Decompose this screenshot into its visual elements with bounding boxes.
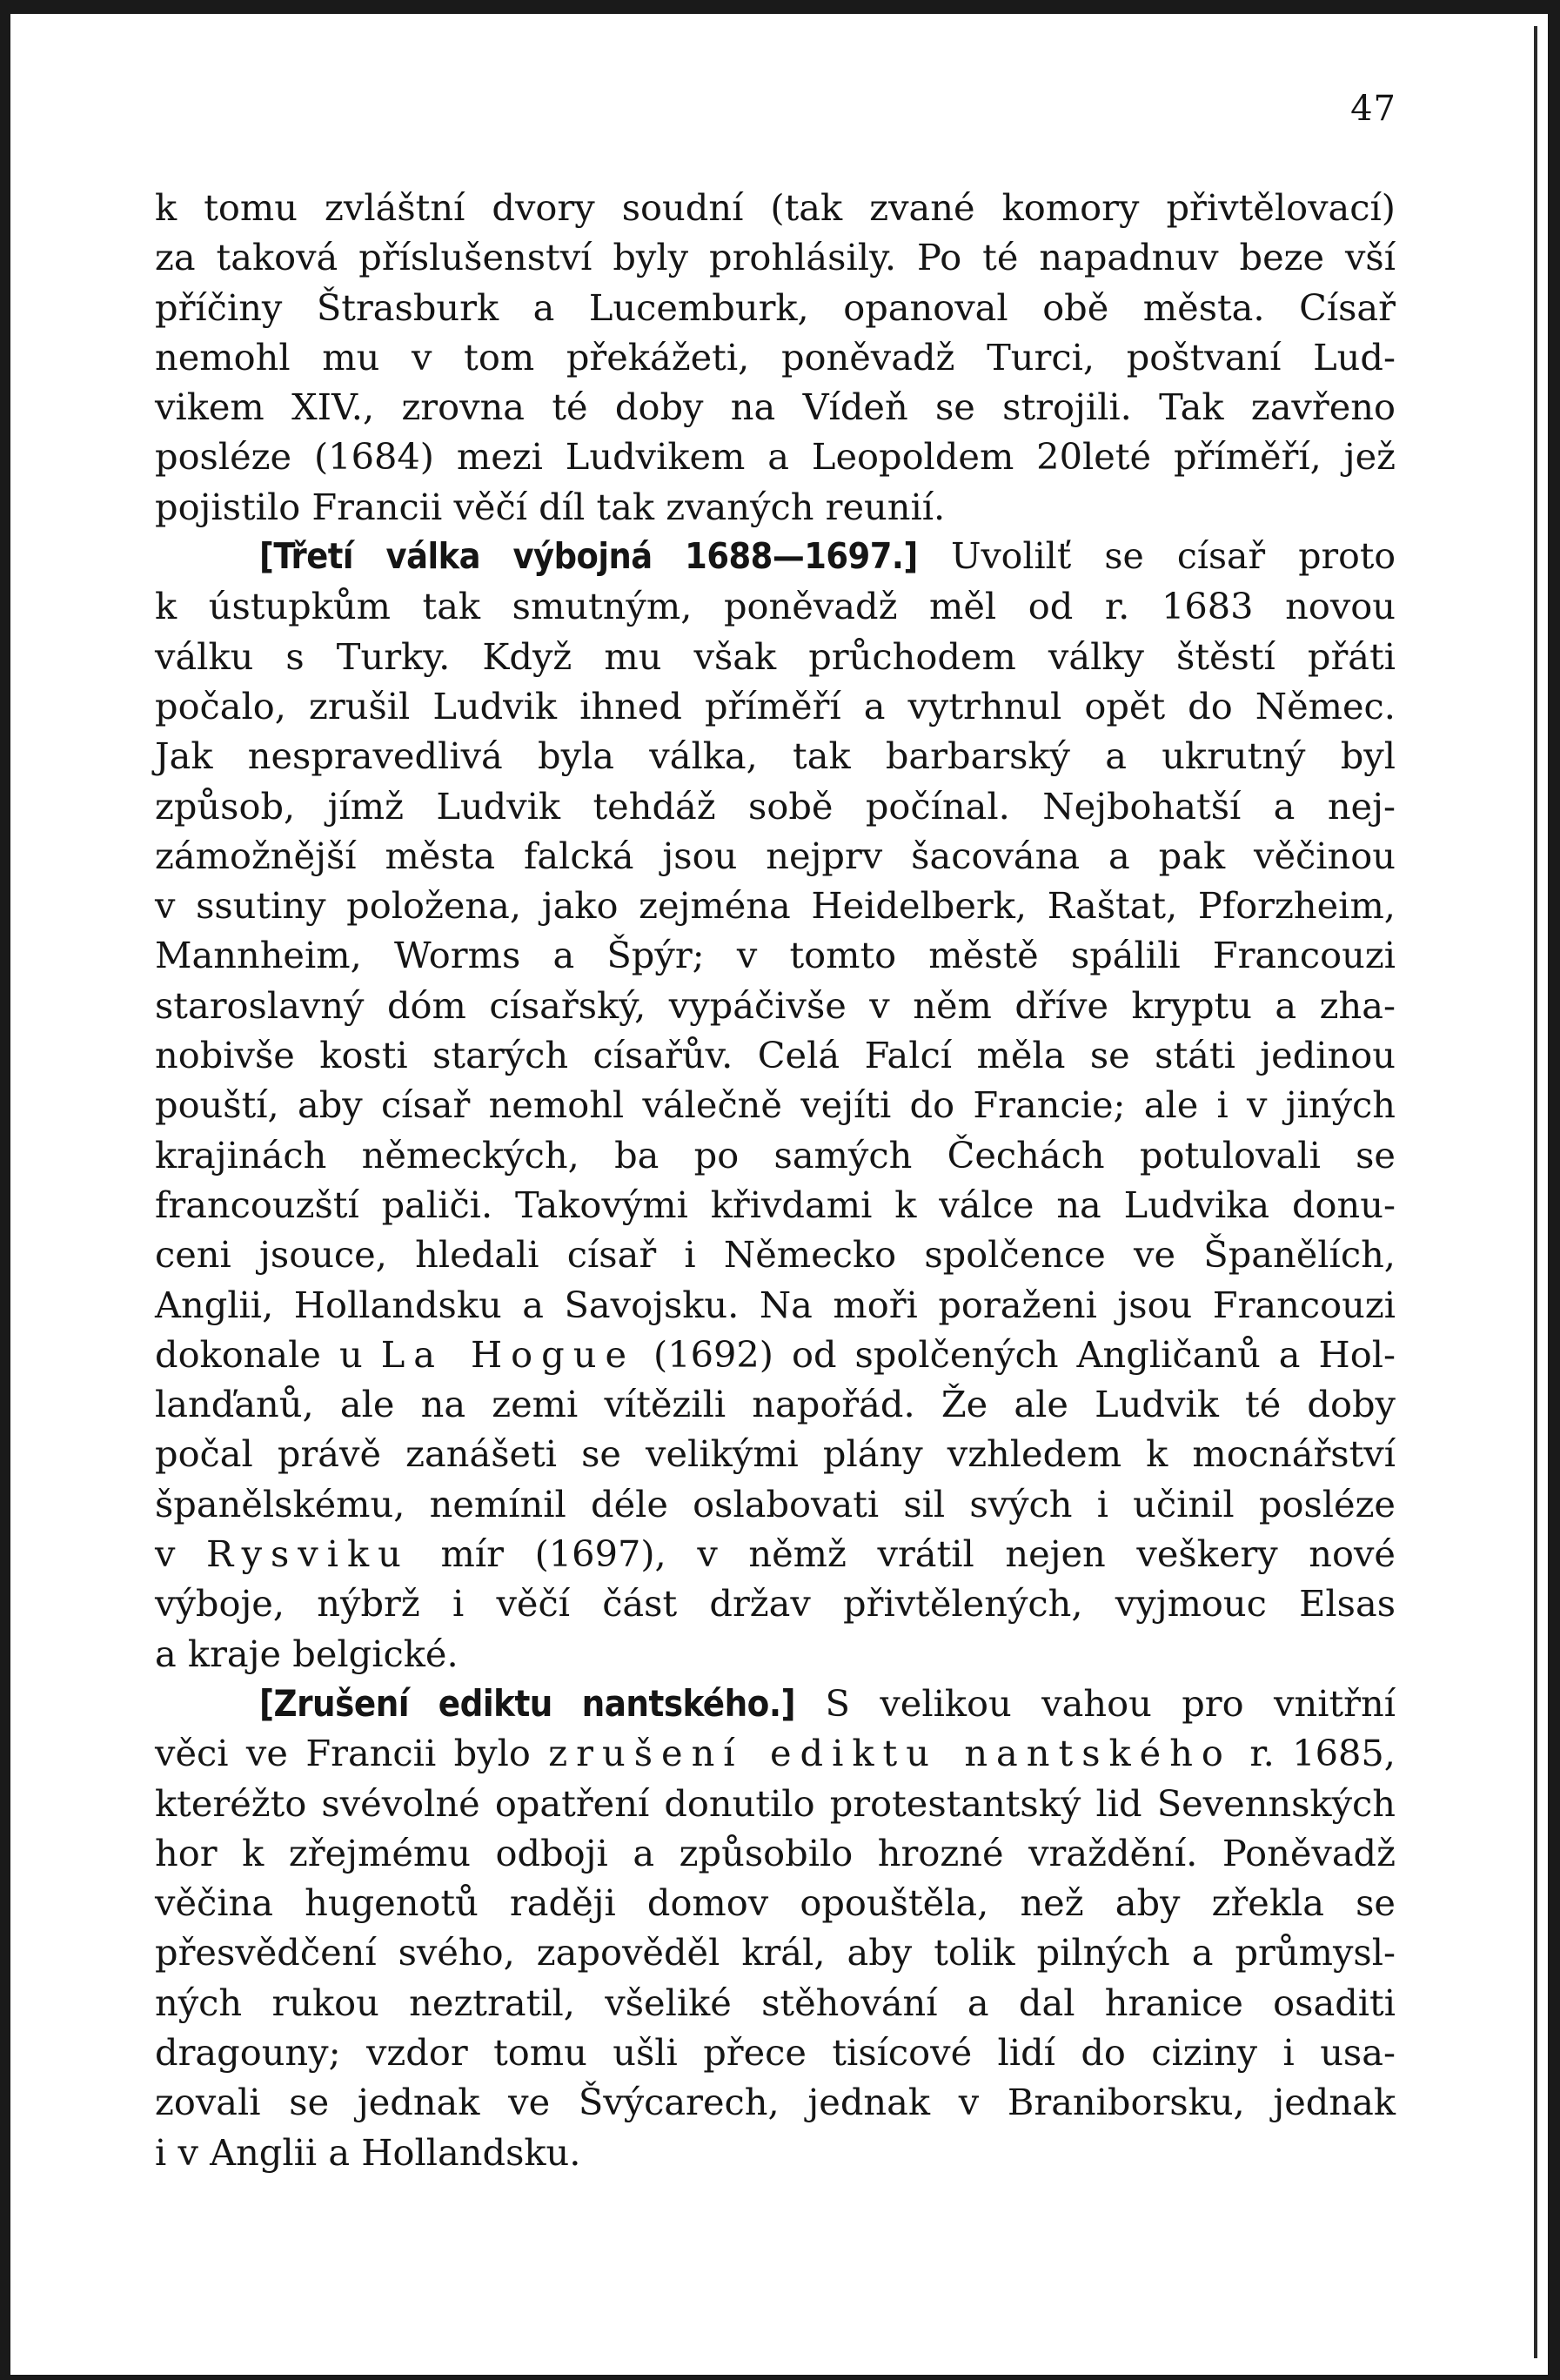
text-line: posléze (1684) mezi Ludvikem a Leopoldem 20leté příměří, jež	[155, 435, 1396, 479]
text-line: zámožnější města falcká jsou nejprv šacována a pak věčinou	[155, 834, 1396, 877]
text-line: nemohl mu v tom překážeti, poněvadž Turci, poštvaní Lud-	[155, 335, 1396, 379]
text-line: Anglii, Hollandsku a Savojsku. Na moři poraženi jsou Francouzi	[155, 1283, 1396, 1326]
text-line: dokonale u La Hogue (1692) od spolčených Angličanů a Hol-	[155, 1332, 1396, 1376]
text-line: za taková příslušenství byly prohlásily. Po té napadnuv beze vší	[155, 236, 1396, 279]
text-line: počalo, zrušil Ludvik ihned příměří a vytrhnul opět do Němec.	[155, 684, 1396, 727]
text-line: krajinách německých, ba po samých Čechách potulovali se	[155, 1133, 1396, 1177]
text-line: hor k zřejmému odboji a způsobilo hrozné vraždění. Poněvadž	[155, 1831, 1396, 1874]
paragraph-end-line: pojistilo Francii věčí díl tak zvaných reunií.	[155, 485, 946, 528]
text-line: ceni jsouce, hledali císař i Německo spolčence ve Španělích,	[155, 1233, 1396, 1277]
spaced-emphasis: zrušení ediktu nantského	[548, 1732, 1232, 1775]
text-line: v Rysviku mír (1697), v němž vrátil nejen veškery nové	[155, 1532, 1396, 1576]
scan-border-left	[0, 0, 10, 2380]
text-line: nobivše kosti starých císařův. Celá Falcí měla se státi jedinou	[155, 1034, 1396, 1077]
text-line: přesvědčení svého, zapověděl král, aby tolik pilných a průmysl-	[155, 1931, 1396, 1974]
text-line: ných rukou neztratil, všeliké stěhování a dal hranice osaditi	[155, 1981, 1396, 2024]
scan-border-bottom	[0, 2375, 1560, 2380]
text-line: pouští, aby císař nemohl válečně vejíti do Francie; ale i v jiných	[155, 1083, 1396, 1127]
text-line: dragouny; vzdor tomu ušli přece tisícové lidí do ciziny i usa-	[155, 2030, 1396, 2074]
text-line: vikem XIV., zrovna té doby na Vídeň se strojili. Tak zavřeno	[155, 385, 1396, 429]
text-line: staroslavný dóm císařský, vypáčivše v něm dříve kryptu a zha-	[155, 983, 1396, 1027]
text-line: lanďanů, ale na zemi vítězili napořád. Že ale Ludvik té doby	[155, 1383, 1396, 1426]
text-line: věčina hugenotů raději domov opouštěla, než aby zřekla se	[155, 1881, 1396, 1925]
text-line: Mannheim, Worms a Špýr; v tomto městě spálili Francouzi	[155, 934, 1396, 977]
scan-border-right	[1548, 0, 1560, 2380]
paragraph-end-line: a kraje belgické.	[155, 1632, 459, 1675]
text-line: způsob, jímž Ludvik tehdáž sobě počínal. Nejbohatší a nej-	[155, 784, 1396, 828]
body-text	[155, 183, 1396, 2177]
paragraph-end-line: i v Anglii a Hollandsku.	[155, 2130, 581, 2174]
section-heading-third-war: [Třetí válka výbojná 1688—1697.]	[259, 535, 918, 578]
section-heading-line: [Zrušení ediktu nantského.] S velikou vahou pro vnitřní	[259, 1681, 1396, 1725]
text-line: Jak nespravedlivá byla válka, tak barbarský a ukrutný byl	[155, 734, 1396, 778]
text-line: španělskému, nemínil déle oslabovati sil svých i učinil posléze	[155, 1482, 1396, 1525]
scan-border-top	[0, 0, 1560, 14]
spaced-emphasis: La Hogue	[380, 1332, 636, 1376]
section-heading-edict: [Zrušení ediktu nantského.]	[259, 1681, 796, 1725]
section-heading-line: [Třetí válka výbojná 1688—1697.] Uvolilť se císař proto	[259, 535, 1396, 578]
text-line: příčiny Štrasburk a Lucemburk, opanoval obě města. Císař	[155, 285, 1396, 329]
text-line: k ústupkům tak smutným, poněvadž měl od r. 1683 novou	[155, 585, 1396, 628]
text-line: věci ve Francii bylo zrušení ediktu nantského r. 1685,	[155, 1732, 1396, 1775]
text-line: válku s Turky. Když mu však průchodem války štěstí přáti	[155, 634, 1396, 678]
spaced-emphasis: Rysviku	[206, 1532, 410, 1576]
text-line: kteréžto svévolné opatření donutilo protestantský lid Sevennských	[155, 1781, 1396, 1825]
text-line: zovali se jednak ve Švýcarech, jednak v Braniborsku, jednak	[155, 2081, 1396, 2124]
text-line: v ssutiny položena, jako zejména Heidelberk, Raštat, Pforzheim,	[155, 884, 1396, 928]
text-line: k tomu zvláštní dvory soudní (tak zvané komory přivtělovací)	[155, 186, 1396, 229]
text-line: počal právě zanášeti se velikými plány vzhledem k mocnářství	[155, 1432, 1396, 1476]
page-number: 47	[1350, 89, 1396, 129]
text-line: výboje, nýbrž i věčí část držav přivtělených, vyjmouc Elsas	[155, 1582, 1396, 1626]
scan-border-right-inner	[1534, 26, 1537, 2358]
text-line: francouzští paliči. Takovými křivdami k válce na Ludvika donu-	[155, 1183, 1396, 1226]
